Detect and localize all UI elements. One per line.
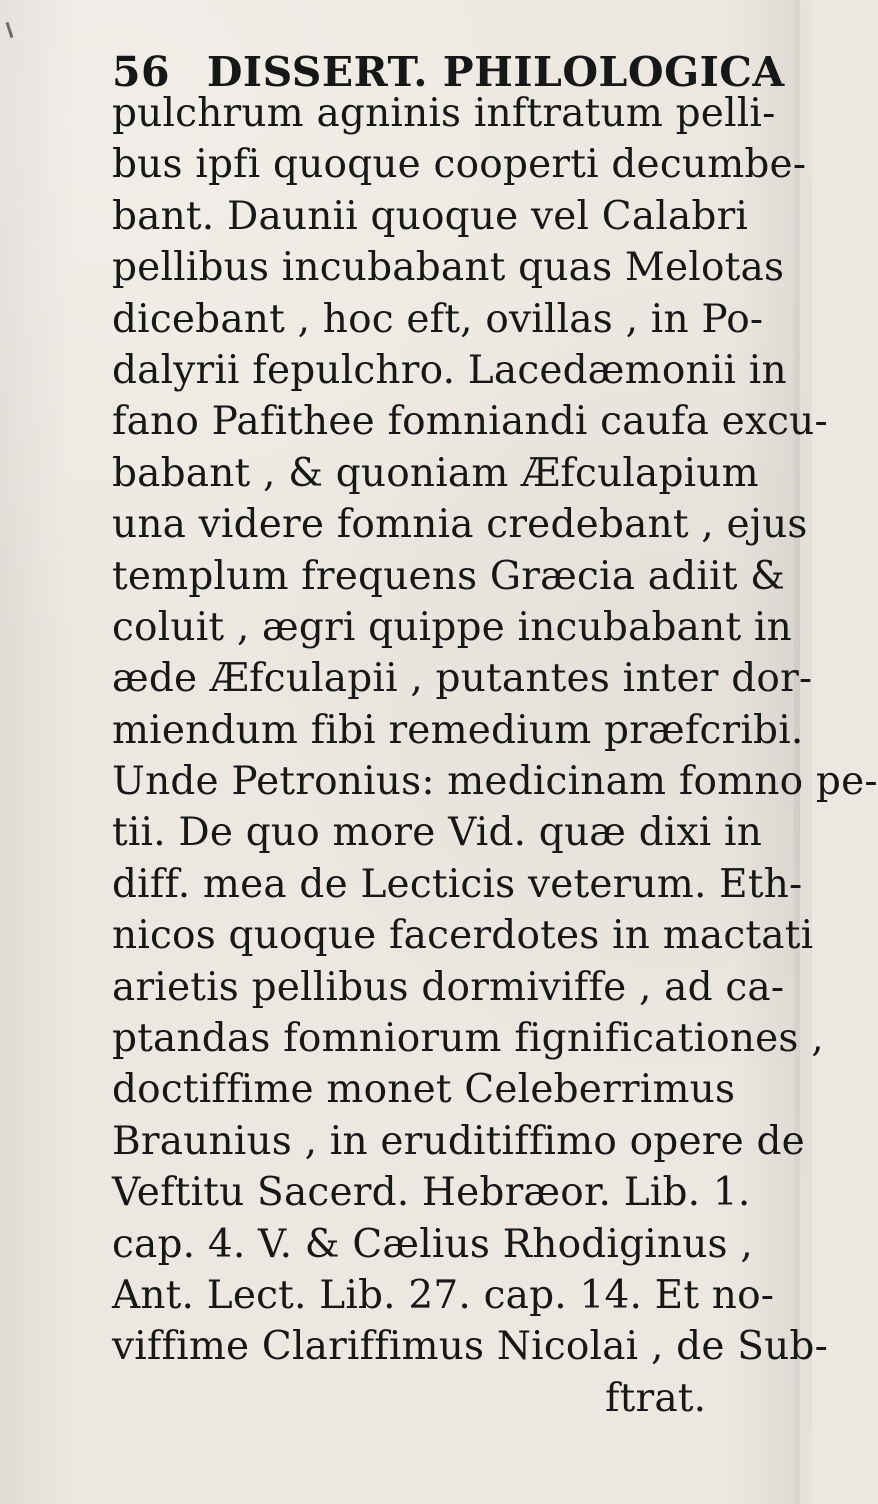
text-line-14: Unde Petronius: medicinam fomno pe- [112,759,878,805]
latin-text-block [112,88,878,1424]
text-line-5: dicebant , hoc eft, ovillas , in Po- [112,296,764,342]
text-line-2: bus ipfi quoque cooperti decumbe- [112,142,807,188]
running-title: DISSERT. PHILOLOGICA [206,48,785,96]
text-line-8: babant , & quoniam Æfculapium [112,450,759,496]
page-number: 56 [112,48,171,96]
text-line-6: dalyrii fepulchro. Lacedæmonii in [112,347,787,393]
text-line-24: Ant. Lect. Lib. 27. cap. 14. Et no- [112,1272,775,1318]
text-line-23: cap. 4. V. & Cælius Rhodiginus , [112,1221,753,1267]
text-line-7: fano Pafithee fomniandi caufa excu- [112,399,828,445]
text-line-12: æde Æfculapii , putantes inter dor- [112,656,813,702]
text-line-13: miendum fibi remedium præfcribi. [112,707,804,753]
text-line-15: tii. De quo more Vid. quæ dixi in [112,810,763,856]
text-line-16: diff. mea de Lecticis veterum. Eth- [112,861,803,907]
page-edge-mark [6,22,14,38]
text-line-10: templum frequens Græcia adiit & [112,553,786,599]
text-line-21: Braunius , in eruditiffimo opere de [112,1118,805,1164]
text-line-26: ftrat. [605,1375,707,1421]
text-line-9: una videre fomnia credebant , ejus [112,502,808,548]
text-line-17: nicos quoque facerdotes in mactati [112,913,814,959]
text-line-11: coluit , ægri quippe incubabant in [112,604,792,650]
text-line-4: pellibus incubabant quas Melotas [112,245,785,291]
text-line-20: doctiffime monet Celeberrimus [112,1067,736,1113]
text-line-1: pulchrum agninis inftratum pelli- [112,91,776,136]
text-line-18: arietis pellibus dormiviffe , ad ca- [112,964,785,1010]
text-line-19: ptandas fomniorum fignificationes , [112,1016,824,1062]
text-line-3: bant. Daunii quoque vel Calabri [112,193,749,239]
text-line-25: viffime Clariffimus Nicolai , de Sub- [112,1324,828,1370]
text-line-22: Veftitu Sacerd. Hebræor. Lib. 1. [112,1170,751,1216]
